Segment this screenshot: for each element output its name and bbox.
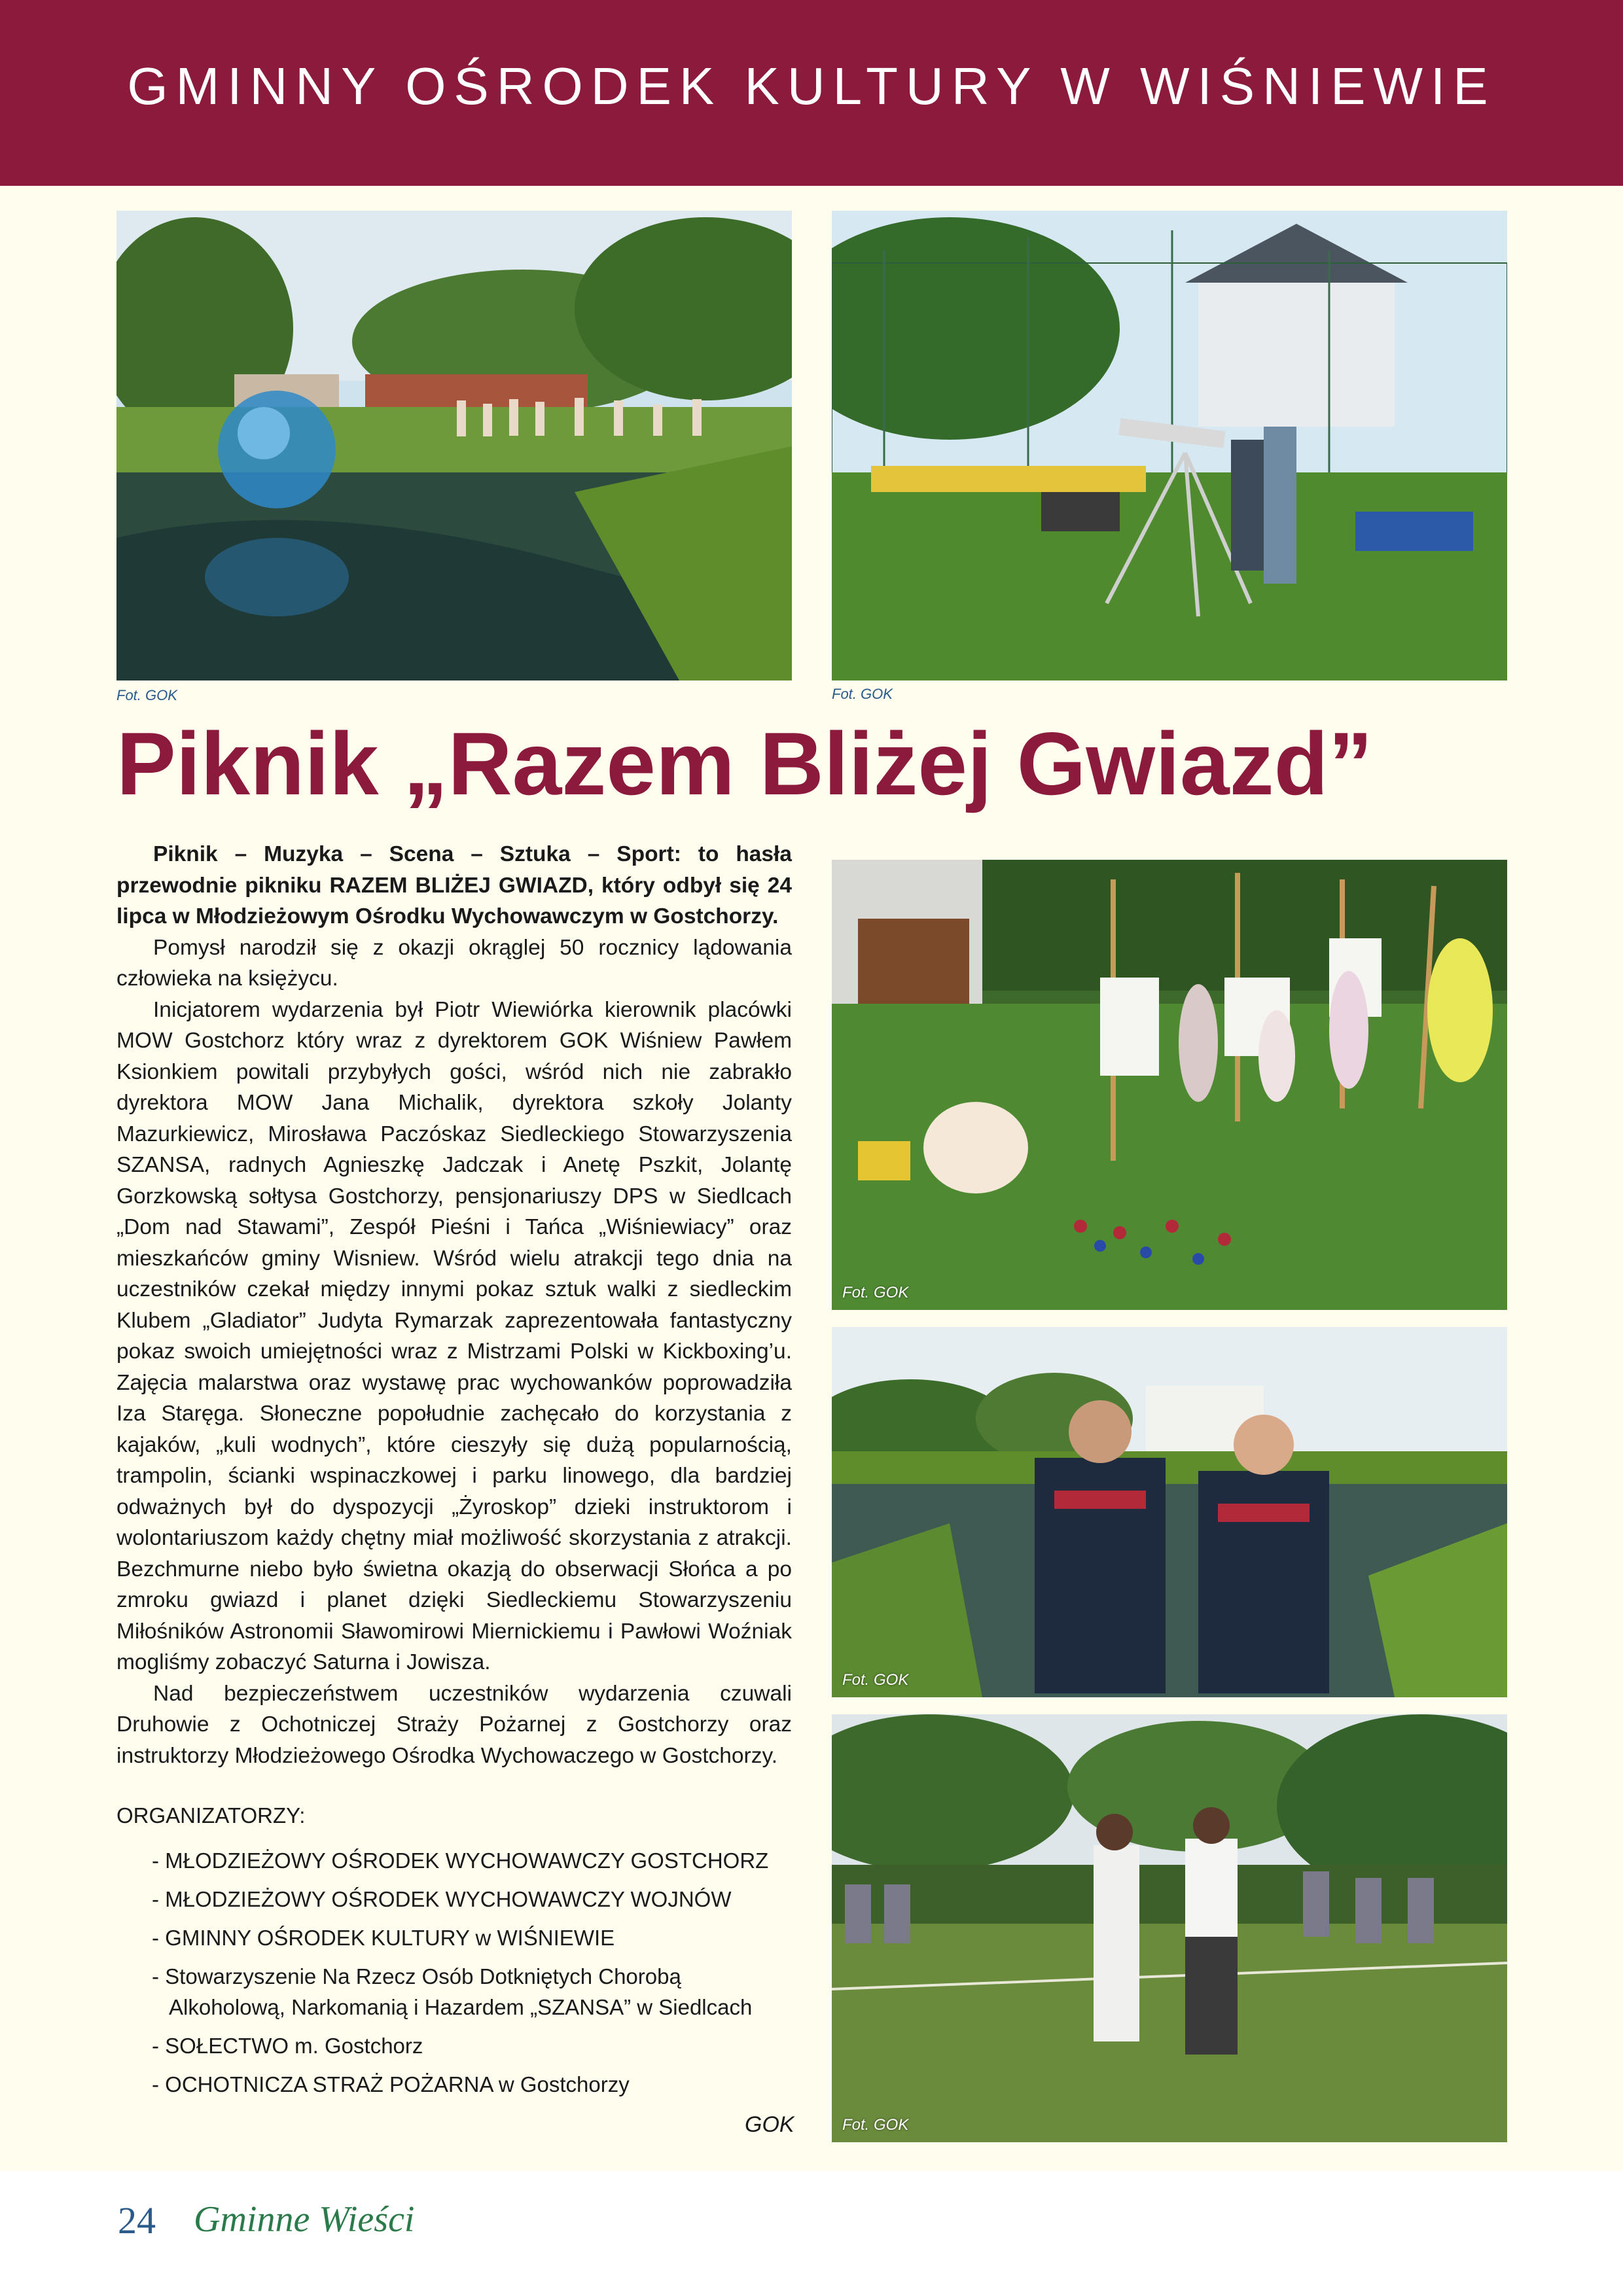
- photo-kickboxing: [832, 1714, 1507, 2142]
- header-title: GMINNY OŚRODEK KULTURY W WIŚNIEWIE: [127, 57, 1496, 115]
- header-band: [0, 0, 1623, 186]
- article-title: Piknik „Razem Bliżej Gwiazd”: [116, 714, 1373, 813]
- organizer-item: - MŁODZIEŻOWY OŚRODEK WYCHOWAWCZY GOSTCHORZ: [152, 1848, 769, 1873]
- photo-water-ball: [116, 211, 792, 680]
- article-lead: Piknik – Muzyka – Scena – Sztuka – Sport: to hasła przewodnie pikniku RAZEM BLIŻEJ GWIAZD, który odbył się 24 lipca w Młodzieżowym Ośrodku Wychowawczym w Gostchorzy.: [116, 842, 792, 928]
- article-paragraph: Inicjatorem wydarzenia był Piotr Wiewiórka kierownik placówki MOW Gostchorz który wraz z dyrektorem GOK Wiśniew Pawłem Ksionkiem powitali przybyłych gości, wśród nich nie zabrakło dyrektora MOW Jana Michalik, dyrektora szkoły Jolanty Mazurkiewicz, Mirosława Paczóskaz Siedleckiego Stowarzyszenia SZANSA, radnych Agnieszkę Jadczak i Anetę Pszkit, Jolantę Gorzkowską sołtysa Gostchorzy, pensjonariuszy DPS w Siedlcach „Dom nad Stawami”, Zespół Pieśni i Tańca „Wiśniewiacy” oraz mieszkańców gminy Wisniew. Wśród wielu atrakcji tego dnia na uczestników czekał między innymi pokaz sztuk walki z siedleckim Klubem „Gladiator” Judyta Rymarzak zaprezentowała fantastyczny pokaz swoich umiejętności wraz z Mistrzami Polski w Kickboxing’u. Zajęcia malarstwa oraz wystawę prac wychowanków poprowadziła Iza Staręga. Słoneczne popołudnie zachęcało do korzystania z kajaków, „kuli wodnych”, które cieszyły się dużą popularnością, trampolin, ścianki wspinaczkowej i parku linowego, dla bardziej odważnych był do dyspozycji „Żyroskop” dzieki instruktorom i wolontariuszom każdy chętny miał możliwość skorzystania z atrakcji. Bezchmurne niebo było świetna okazją do obserwacji Słońca a po zmroku gwiazd i planet dzięki Siedleckiemu Stowarzyszeniu Miłośników Astronomii Sławomirowi Miernickiemu i Pawłowi Woźniak mogliśmy zobaczyć Saturna i Jowisza.: [116, 997, 792, 1674]
- organizers-heading: ORGANIZATORZY:: [116, 1803, 306, 1828]
- magazine-name: Gminne Wieści: [194, 2199, 415, 2240]
- photo-caption: Fot. GOK: [116, 687, 177, 703]
- organizer-item: - GMINNY OŚRODEK KULTURY w WIŚNIEWIE: [152, 1926, 615, 1950]
- photo-pond-boys: [832, 1327, 1507, 1697]
- photo-telescope: [832, 211, 1507, 680]
- article-paragraph: Nad bezpieczeństwem uczestników wydarzenia czuwali Druhowie z Ochotniczej Straży Pożarnej z Gostchorzy oraz instruktorzy Młodzieżowego Ośrodka Wychowaczego w Gostchorzy.: [116, 1681, 792, 1768]
- photo-caption: Fot. GOK: [842, 1284, 909, 1301]
- organizer-item: - Stowarzyszenie Na Rzecz Osób Dotkniętych Chorobą Alkoholową, Narkomanią i Hazardem „SZANSA” w Siedlcach: [152, 1964, 753, 2019]
- organizers-list: [152, 1845, 793, 2108]
- photo-painting: [832, 860, 1507, 1310]
- organizer-item: - OCHOTNICZA STRAŻ POŻARNA w Gostchorzy: [152, 2072, 630, 2096]
- article-body: [116, 839, 792, 1771]
- article-paragraph: Pomysł narodził się z okazji okrąglej 50 rocznicy lądowania człowieka na księżycu.: [116, 935, 792, 991]
- photo-caption: Fot. GOK: [832, 686, 893, 702]
- signature: GOK: [745, 2112, 794, 2137]
- photo-caption: Fot. GOK: [842, 1671, 909, 1689]
- organizer-item: - SOŁECTWO m. Gostchorz: [152, 2034, 423, 2058]
- organizer-item: - MŁODZIEŻOWY OŚRODEK WYCHOWAWCZY WOJNÓW: [152, 1887, 732, 1911]
- page-number: 24: [118, 2199, 156, 2242]
- photo-caption: Fot. GOK: [842, 2116, 909, 2134]
